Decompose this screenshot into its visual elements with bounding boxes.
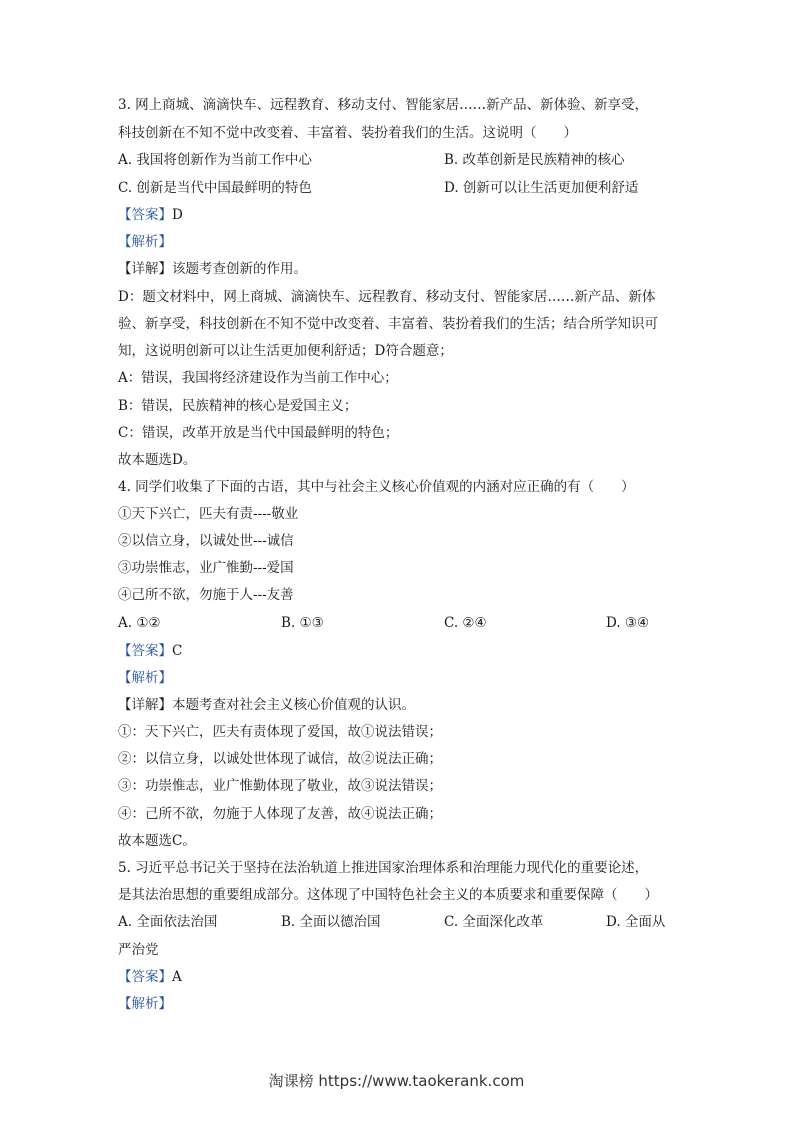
q4-detail: 本题考查对社会主义核心价值观的认识。 (172, 697, 415, 713)
q3-explanation-a: A：错误，我国将经济建设作为当前工作中心； (118, 370, 398, 386)
q3-option-c: C. 创新是当代中国最鲜明的特色 (118, 180, 312, 196)
q4-option-a: A. ①② (118, 615, 161, 631)
q5-option-d-continued: 严治党 (118, 942, 159, 958)
answer-tag: 【答案】 (118, 207, 172, 223)
q3-explanation-line3: 知，这说明创新可以让生活更加便利舒适；D符合题意； (118, 343, 453, 359)
q4-item-4: ④己所不欲，勿施于人---友善 (118, 587, 294, 603)
q5-option-d: D. 全面从 (606, 914, 666, 930)
q4-item-1: ①天下兴亡，匹夫有责----敬业 (118, 506, 299, 522)
q5-option-c: C. 全面深化改革 (444, 914, 544, 930)
q5-analysis-line (118, 995, 172, 1013)
q3-explanation-c: C：错误，改革开放是当代中国最鲜明的特色； (118, 425, 399, 441)
q3-stem-line2: 科技创新在不知不觉中改变着、丰富着、装扮着我们的生活。这说明（ ） (118, 125, 577, 141)
q4-item-3: ③功崇惟志，业广惟勤---爱国 (118, 560, 294, 576)
q4-item-2: ②以信立身，以诚处世---诚信 (118, 533, 294, 549)
q5-option-b: B. 全面以德治国 (281, 914, 381, 930)
q3-answer: D (172, 207, 183, 223)
analysis-tag: 【解析】 (118, 234, 172, 250)
q4-explanation-3: ③：功崇惟志，业广惟勤体现了敬业，故③说法错误； (118, 778, 442, 794)
q5-option-a: A. 全面依法治国 (118, 914, 218, 930)
q5-answer-line (118, 968, 182, 986)
q4-explanation-1: ①：天下兴亡，匹夫有责体现了爱国，故①说法错误； (118, 724, 442, 740)
answer-tag: 【答案】 (118, 643, 172, 659)
q4-explanation-4: ④：己所不欲，勿施于人体现了友善，故④说法正确； (118, 806, 442, 822)
detail-tag: 【详解】 (118, 697, 172, 713)
q3-option-a: A. 我国将创新作为当前工作中心 (118, 152, 312, 168)
q4-stem: 4. 同学们收集了下面的古语，其中与社会主义核心价值观的内涵对应正确的有（ ） (118, 479, 635, 495)
analysis-tag: 【解析】 (118, 670, 172, 686)
q3-explanation-line2: 验、新享受，科技创新在不知不觉中改变着、丰富着、装扮着我们的生活；结合所学知识可 (118, 316, 658, 332)
q4-detail-line (118, 696, 415, 714)
q4-option-d: D. ③④ (606, 615, 650, 631)
detail-tag: 【详解】 (118, 261, 172, 277)
q5-stem-line2: 是其法治思想的重要组成部分。这体现了中国特色社会主义的本质要求和重要保障（ ） (118, 887, 658, 903)
q3-option-b: B. 改革创新是民族精神的核心 (444, 152, 625, 168)
q3-conclusion: 故本题选D。 (118, 452, 197, 468)
q3-explanation-b: B：错误，民族精神的核心是爱国主义； (118, 398, 358, 414)
q4-explanation-2: ②：以信立身，以诚处世体现了诚信，故②说法正确； (118, 751, 442, 767)
q3-detail-line (118, 260, 307, 278)
answer-tag: 【答案】 (118, 969, 172, 985)
q4-option-b: B. ①③ (281, 615, 324, 631)
q4-answer: C (172, 643, 183, 659)
q3-explanation-line1: D：题文材料中，网上商城、滴滴快车、远程教育、移动支付、智能家居……新产品、新体 (118, 289, 656, 305)
q3-stem-line1: 3. 网上商城、滴滴快车、远程教育、移动支付、智能家居……新产品、新体验、新享受， (118, 97, 649, 113)
q3-answer-line (118, 206, 183, 224)
q3-detail: 该题考查创新的作用。 (172, 261, 307, 277)
q4-analysis-line (118, 669, 172, 687)
q4-option-c: C. ②④ (444, 615, 487, 631)
q4-conclusion: 故本题选C。 (118, 833, 196, 849)
q4-answer-line (118, 642, 182, 660)
q3-analysis-line (118, 233, 172, 251)
analysis-tag: 【解析】 (118, 996, 172, 1012)
q5-stem-line1: 5. 习近平总书记关于坚持在法治轨道上推进国家治理体系和治理能力现代化的重要论述， (118, 860, 649, 876)
q5-answer: A (172, 969, 182, 985)
q3-option-d: D. 创新可以让生活更加便利舒适 (444, 180, 639, 196)
footer-watermark: 淘课榜 https://www.taokerank.com (268, 1072, 525, 1090)
